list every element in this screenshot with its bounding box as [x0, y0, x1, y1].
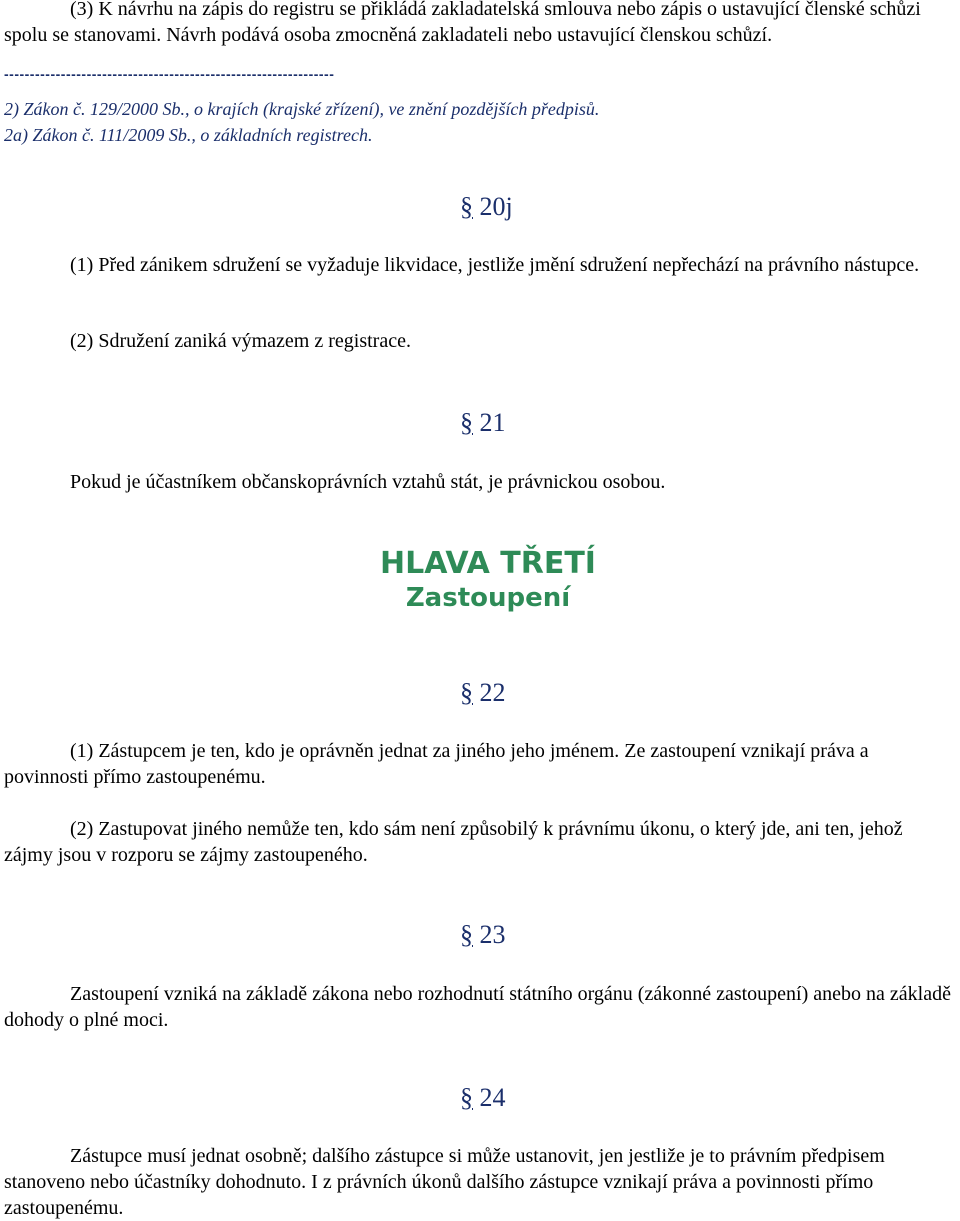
paragraph-20j-1: (1) Před zánikem sdružení se vyžaduje likvidace, jestliže jmění sdružení nepřechází na právního nástupce. [70, 254, 920, 276]
paragraph-23: Zastoupení vzniká na základě zákona nebo rozhodnutí státního orgánu (zákonné zastoupení) anebo na základě dohody o plné moci. [4, 983, 951, 1031]
paragraph-22-2: (2) Zastupovat jiného nemůže ten, kdo sám není způsobilý k právnímu úkonu, o který jde, ani ten, jehož zájmy jsou v rozporu se zájmy zastoupeného. [4, 818, 903, 866]
footnote-2a: 2a) Zákon č. 111/2009 Sb., o základních registrech. [4, 125, 373, 145]
section-sign: § [460, 920, 473, 949]
paragraph-20j-2: (2) Sdružení zaniká výmazem z registrace. [70, 330, 411, 352]
chapter-subtitle: Zastoupení [405, 583, 571, 613]
section-sign: § [460, 1083, 473, 1112]
paragraph-22-1: (1) Zástupcem je ten, kdo je oprávněn jednat za jiného jeho jménem. Ze zastoupení vznikají práva a povinnosti přímo zastoupenému. [4, 740, 869, 788]
section-number: 23 [479, 920, 506, 949]
paragraph-24: Zástupce musí jednat osobně; dalšího zástupce si může ustanovit, jen jestliže je to právním předpisem stanoveno nebo účastníky dohodnuto. I z právních úkonů dalšího zástupce vznikají práva a povinnosti přímo zastoupenému. [4, 1145, 885, 1219]
section-number: 22 [479, 678, 506, 707]
footnote-2: 2) Zákon č. 129/2000 Sb., o krajích (krajské zřízení), ve znění pozdějších předpisů. [4, 99, 600, 119]
section-heading-20j [460, 192, 513, 222]
section-heading-24 [460, 1083, 506, 1113]
section-sign: § [460, 192, 473, 221]
section-sign: § [460, 678, 473, 707]
section-sign: § [460, 408, 473, 437]
section-number: 24 [479, 1083, 506, 1112]
footnote-separator: ---------------------------------------------------------------- [4, 66, 335, 82]
section-heading-22 [460, 678, 506, 708]
paragraph-21: Pokud je účastníkem občanskoprávních vztahů stát, je právnickou osobou. [70, 471, 666, 493]
chapter-title: HLAVA TŘETÍ [380, 546, 596, 581]
section-heading-23 [460, 920, 506, 950]
paragraph-registration-proposal: (3) K návrhu na zápis do registru se přikládá zakladatelská smlouva nebo zápis o ustavující členské schůzi spolu se stanovami. Návrh podává osoba zmocněná zakladateli nebo ustavující členskou schůzí. [4, 0, 921, 46]
section-number: 21 [479, 408, 506, 437]
section-number: 20j [479, 192, 513, 221]
section-heading-21 [460, 408, 506, 438]
